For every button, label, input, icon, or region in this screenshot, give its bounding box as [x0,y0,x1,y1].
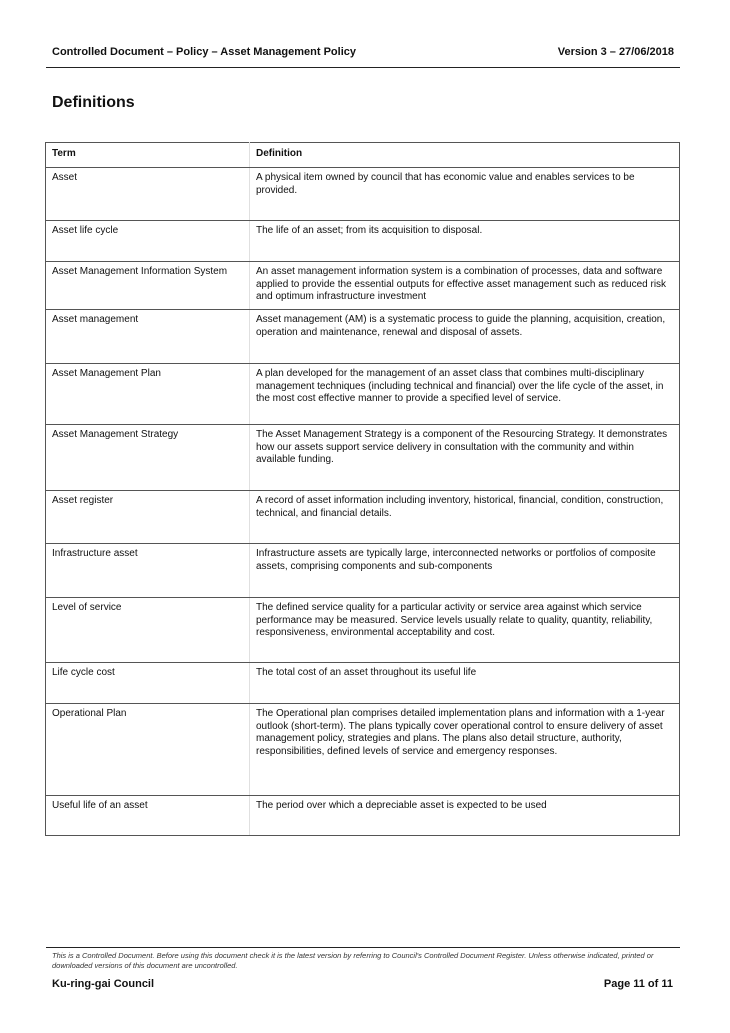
term-cell: Asset Management Strategy [46,425,250,491]
section-title: Definitions [52,94,135,111]
definition-cell: The life of an asset; from its acquisition to disposal. [250,221,680,262]
version-date: Version 3 – 27/06/2018 [557,46,674,58]
table-row [46,425,680,491]
table-row [46,796,680,836]
table-row [46,663,680,704]
column-header-definition: Definition [250,143,680,168]
page-header [46,45,680,68]
table-row [46,544,680,598]
term-cell: Asset life cycle [46,221,250,262]
definition-cell: The Asset Management Strategy is a component of the Resourcing Strategy. It demonstrates how our assets support service delivery in consultation with the community and within available funding. [250,425,680,491]
term-cell: Asset [46,168,250,221]
table-row [46,262,680,310]
column-header-term: Term [46,143,250,168]
table-row [46,168,680,221]
table-row [46,310,680,364]
table-row [46,598,680,663]
organisation-name: Ku-ring-gai Council [52,978,155,990]
definition-cell: The total cost of an asset throughout its useful life [250,663,680,704]
definition-cell: Asset management (AM) is a systematic process to guide the planning, acquisition, creation, operation and maintenance, renewal and disposal of assets. [250,310,680,364]
definition-cell: A record of asset information including inventory, historical, financial, condition, construction, technical, and financial details. [250,491,680,544]
term-cell: Asset management [46,310,250,364]
term-cell: Life cycle cost [46,663,250,704]
table-header-row [46,143,680,168]
page-number: Page 11 of 11 [603,978,673,990]
table-row [46,364,680,425]
definition-cell: A physical item owned by council that has economic value and enables services to be provided. [250,168,680,221]
term-cell: Asset register [46,491,250,544]
term-cell: Asset Management Plan [46,364,250,425]
definitions-table [45,142,680,836]
table-row [46,704,680,796]
table-row [46,221,680,262]
definition-cell: A plan developed for the management of an asset class that combines multi-disciplinary management techniques (including technical and financial) over the life cycle of the asset, in the most cost effective manner to provide a specified level of service. [250,364,680,425]
term-cell: Useful life of an asset [46,796,250,836]
document-title: Controlled Document – Policy – Asset Management Policy [52,46,356,58]
footer-divider [46,947,680,948]
definition-cell: The period over which a depreciable asset is expected to be used [250,796,680,836]
table-row [46,491,680,544]
controlled-document-disclaimer: This is a Controlled Document. Before using this document check it is the latest version by referring to Council's Controlled Document Register. Unless otherwise indicated, printed or downloaded versions of this document are uncontrolled. [52,951,654,970]
term-cell: Infrastructure asset [46,544,250,598]
definition-cell: The defined service quality for a particular activity or service area against which service performance may be measured. Service levels usually relate to quality, quantity, reliability, responsiveness, environmental acceptability and cost. [250,598,680,663]
definition-cell: Infrastructure assets are typically large, interconnected networks or portfolios of composite assets, comprising components and sub-components [250,544,680,598]
term-cell: Level of service [46,598,250,663]
definition-cell: An asset management information system is a combination of processes, data and software applied to provide the essential outputs for effective asset management such as reduced risk and optimum infrastructure investment [250,262,680,310]
definition-cell: The Operational plan comprises detailed implementation plans and information with a 1-year outlook (short-term). The plans typically cover operational control to ensure delivery of asset management policy, strategies and plans. The plans also detail structure, authority, responsibilities, defined levels of service and emergency responses. [250,704,680,796]
term-cell: Asset Management Information System [46,262,250,310]
term-cell: Operational Plan [46,704,250,796]
